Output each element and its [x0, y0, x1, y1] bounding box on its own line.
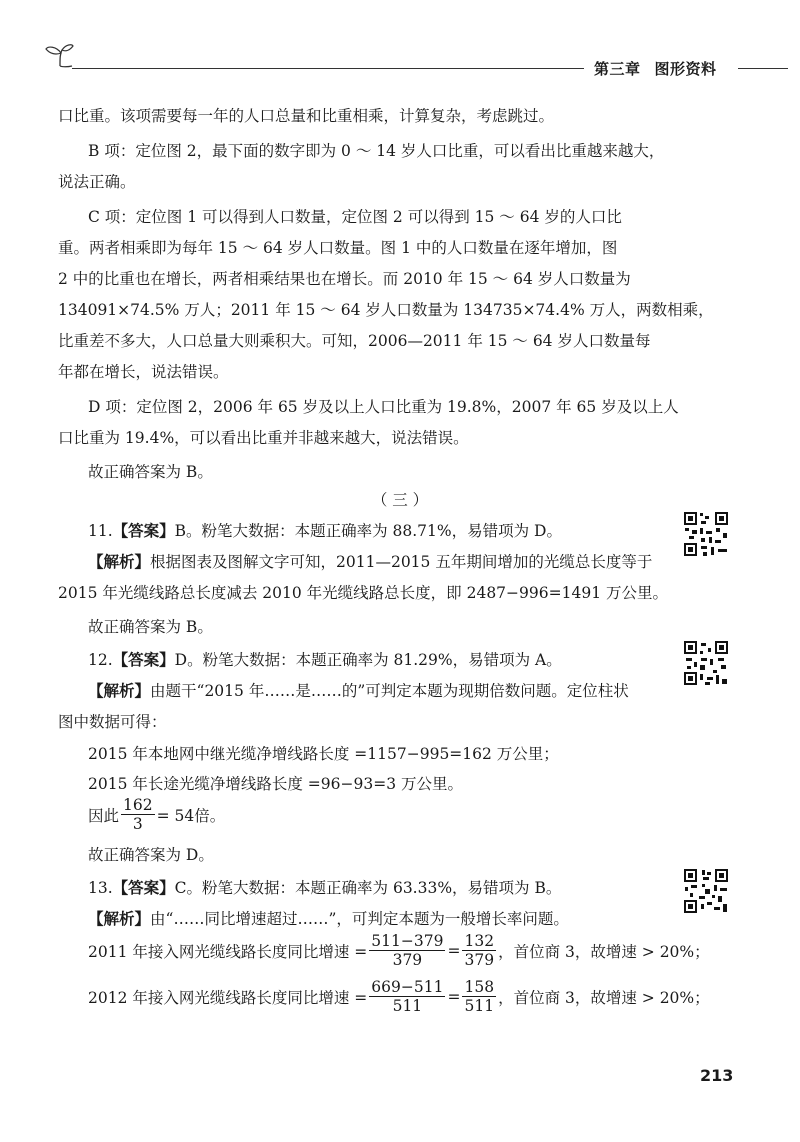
text-line: B 项：定位图 2，最下面的数字即为 0 ～ 14 岁人口比重，可以看出比重越来越大，: [88, 142, 665, 160]
answer-text: D。粉笔大数据：本题正确率为 81.29%，易错项为 A。: [174, 651, 562, 669]
analysis-tag: 【解析】: [88, 910, 151, 928]
qr-code-icon[interactable]: [683, 640, 729, 686]
text-line: 图中数据可得：: [58, 713, 167, 731]
question-number: 11.: [88, 522, 113, 540]
analysis-tag: 【解析】: [88, 682, 151, 700]
q12-answer-line: [88, 650, 562, 670]
denominator: 511: [392, 997, 423, 1015]
ratio-suffix: = 54倍。: [156, 806, 226, 825]
equals-sign: =: [447, 987, 461, 1006]
text-line: C 项：定位图 1 可以得到人口数量，定位图 2 可以得到 15 ～ 64 岁的人口比: [88, 208, 622, 226]
denominator: 3: [132, 815, 143, 833]
ratio-prefix: 因此: [88, 806, 120, 825]
analysis-text: 根据图表及图解文字可知，2011—2015 五年期间增加的光缆总长度等于: [150, 553, 653, 571]
answer-tag: 【答案】: [112, 522, 175, 540]
fraction: [369, 932, 445, 969]
fraction: [462, 932, 496, 969]
numerator: 162: [123, 796, 153, 814]
formula-tail: ，首位商 3，故增速 > 20%；: [498, 942, 710, 961]
chapter-label: 第三章: [594, 60, 641, 78]
denominator: 379: [392, 951, 423, 969]
q13-analysis-line: [88, 909, 569, 929]
qr-code-icon[interactable]: [683, 511, 729, 557]
q11-analysis-line: [88, 552, 652, 572]
q12-analysis-line: [88, 681, 629, 701]
text-line: 年都在增长，说法错误。: [58, 363, 229, 381]
header-chapter: [594, 58, 717, 79]
analysis-text: 由题干“2015 年……是……的”可判定本题为现期倍数问题。定位柱状: [150, 682, 629, 700]
q13-answer-line: [88, 878, 561, 898]
text-line: 故正确答案为 B。: [88, 618, 213, 636]
denominator: 379: [464, 951, 495, 969]
ratio-formula: [88, 796, 225, 833]
numerator: 511−379: [371, 932, 444, 950]
header-rule-left: [72, 68, 584, 69]
question-number: 12.: [88, 651, 113, 669]
text-line: 134091×74.5% 万人；2011 年 15 ～ 64 岁人口数量为 134735×74.4% 万人，两数相乘，: [58, 301, 714, 319]
fraction: [462, 978, 496, 1015]
text-line: 2015 年光缆线路总长度减去 2010 年光缆线路总长度，即 2487−996=1491 万公里。: [58, 584, 668, 602]
equals-sign: =: [447, 941, 461, 960]
formula-tail: ，首位商 3，故增速 > 20%；: [498, 988, 710, 1007]
text-line: 重。两者相乘即为每年 15 ～ 64 岁人口数量。图 1 中的人口数量在逐年增加，图: [58, 239, 618, 257]
denominator: 511: [464, 997, 495, 1015]
numerator: 158: [464, 978, 495, 996]
answer-text: C。粉笔大数据：本题正确率为 63.33%，易错项为 B。: [174, 879, 562, 897]
growth-formula-2011: [88, 932, 710, 969]
text-line: 2015 年本地网中继光缆净增线路长度 =1157−995=162 万公里；: [88, 745, 559, 763]
header-rule-right: [738, 68, 788, 69]
q11-answer-line: [88, 521, 562, 541]
text-line: 2 中的比重也在增长，两者相乘结果也在增长。而 2010 年 15 ～ 64 岁人口数量为: [58, 270, 631, 288]
formula-label: 2012 年接入网光缆线路长度同比增速 =: [88, 988, 368, 1007]
text-line: 比重差不多大，人口总量大则乘积大。可知，2006—2011 年 15 ～ 64 岁人口数量每: [58, 332, 651, 350]
text-line: 故正确答案为 B。: [88, 463, 213, 481]
answer-tag: 【答案】: [112, 879, 175, 897]
answer-text: B。粉笔大数据：本题正确率为 88.71%，易错项为 D。: [174, 522, 562, 540]
page-number: 213: [700, 1066, 734, 1085]
text-line: 说法正确。: [58, 173, 136, 191]
analysis-tag: 【解析】: [88, 553, 151, 571]
section-label: 图形资料: [654, 60, 717, 78]
growth-formula-2012: [88, 978, 710, 1015]
analysis-text: 由“……同比增速超过……”，可判定本题为一般增长率问题。: [150, 910, 569, 928]
qr-code-icon[interactable]: [683, 868, 729, 914]
answer-tag: 【答案】: [112, 651, 175, 669]
text-line: 2015 年长途光缆净增线路长度 =96−93=3 万公里。: [88, 775, 463, 793]
question-number: 13.: [88, 879, 113, 897]
fraction: [369, 978, 445, 1015]
numerator: 132: [464, 932, 495, 950]
text-line: 口比重。该项需要每一年的人口总量和比重相乘，计算复杂，考虑跳过。: [58, 107, 555, 125]
text-line: D 项：定位图 2，2006 年 65 岁及以上人口比重为 19.8%，2007 年 65 岁及以上人: [88, 398, 679, 416]
numerator: 669−511: [371, 978, 444, 996]
leaf-sprout-icon: [44, 42, 74, 68]
formula-label: 2011 年接入网光缆线路长度同比增速 =: [88, 942, 368, 961]
text-line: 故正确答案为 D。: [88, 846, 214, 864]
section-marker: （ 三 ）: [371, 491, 429, 509]
fraction: [121, 796, 155, 833]
text-line: 口比重为 19.4%，可以看出比重并非越来越大，说法错误。: [58, 429, 469, 447]
